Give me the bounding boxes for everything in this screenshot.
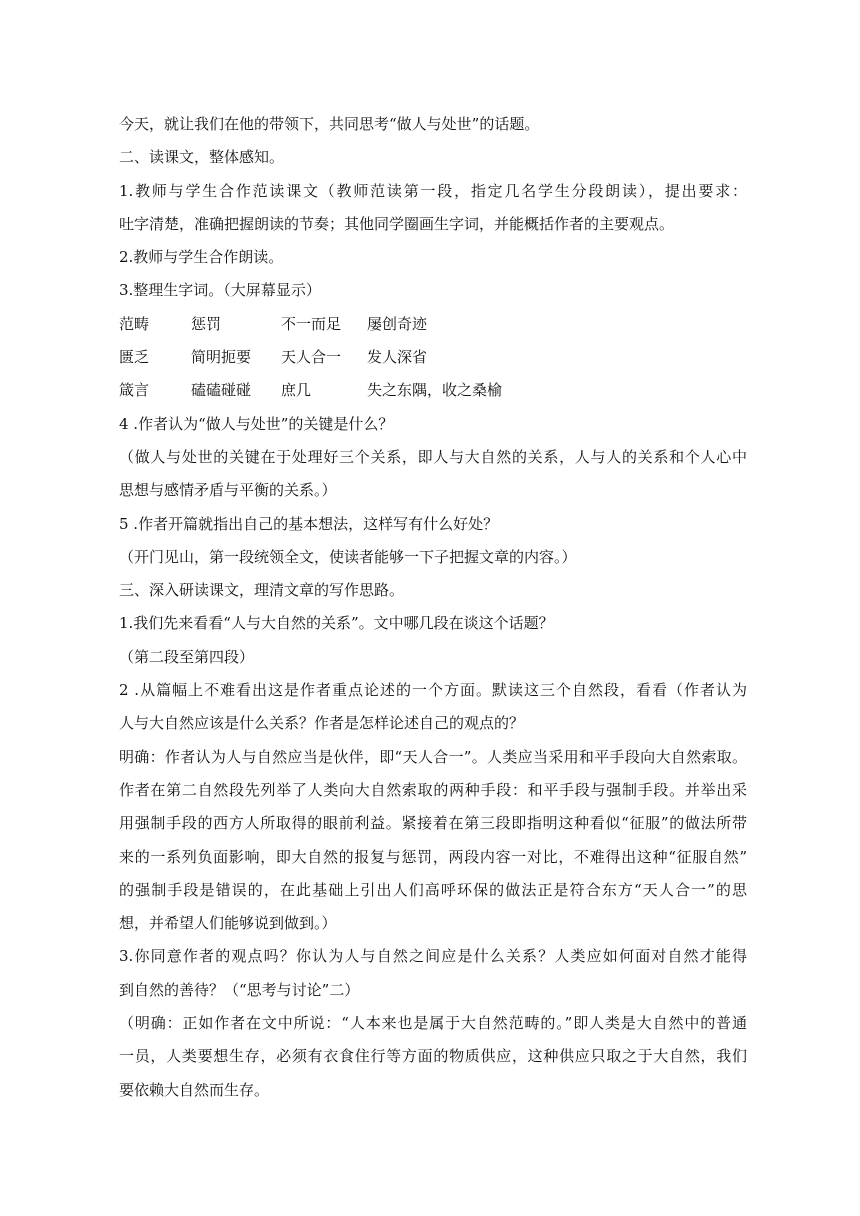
vocab-row bbox=[119, 374, 747, 407]
section-heading: 三、深入研读课文，理清文章的写作思路。 bbox=[119, 581, 405, 600]
vocab-word: 屡创奇迹 bbox=[367, 314, 428, 333]
paragraph-line: 吐字清楚，准确把握朗读的节奏；其他同学圈画生字词，并能概括作者的主要观点。 bbox=[119, 214, 675, 233]
vocab-word: 惩罚 bbox=[191, 314, 222, 333]
answer-line: 思想与感情矛盾与平衡的关系。） bbox=[119, 481, 337, 500]
vocab-row bbox=[119, 308, 747, 341]
answer-line: 的强制手段是错误的，在此基础上引出人们高呼环保的做法正是符合东方“天人合一”的思 bbox=[119, 880, 747, 899]
answer-line: 想，并希望人们能够说到做到。） bbox=[119, 914, 337, 933]
answer-line: （开门见山，第一段统领全文，使读者能够一下子把握文章的内容。） bbox=[119, 547, 577, 566]
vocab-word: 发人深省 bbox=[367, 348, 428, 367]
answer-line: （第二段至第四段） bbox=[119, 647, 255, 666]
paragraph-line: 今天，就让我们在他的带领下，共同思考“做人与处世”的话题。 bbox=[119, 115, 540, 133]
question-line: 人与大自然应该是什么关系？作者是怎样论述自己的观点的？ bbox=[119, 714, 525, 733]
vocab-word: 失之东隅，收之桑榆 bbox=[367, 381, 503, 400]
paragraph-line: 2.教师与学生合作朗读。 bbox=[119, 248, 284, 267]
question-line: 2 .从篇幅上不难看出这是作者重点论述的一个方面。默读这三个自然段，看看（作者认为 bbox=[119, 681, 747, 700]
vocab-word: 箴言 bbox=[119, 381, 150, 400]
vocab-word: 天人合一 bbox=[281, 348, 342, 367]
paragraph-line: 3.整理生字词。（大屏幕显示） bbox=[119, 281, 321, 300]
answer-line: 要依赖大自然而生存。 bbox=[119, 1080, 270, 1099]
vocab-word: 匮乏 bbox=[119, 348, 150, 367]
paragraph-line: 1.教师与学生合作范读课文（教师范读第一段，指定几名学生分段朗读），提出要求： bbox=[119, 181, 747, 200]
vocab-word: 不一而足 bbox=[281, 314, 342, 333]
question-line: 1.我们先来看看“人与大自然的关系”。文中哪几段在谈这个话题？ bbox=[119, 614, 554, 633]
vocab-row bbox=[119, 341, 747, 374]
answer-line: 来的一系列负面影响，即大自然的报复与惩罚，两段内容一对比，不难得出这种“征服自然” bbox=[119, 847, 747, 866]
question-line: 5 .作者开篇就指出自己的基本想法，这样写有什么好处？ bbox=[119, 514, 499, 533]
answer-line: 一员，人类要想生存，必须有衣食住行等方面的物质供应，这种供应只取之于大自然，我们 bbox=[119, 1047, 747, 1066]
answer-line: 作者在第二自然段先列举了人类向大自然索取的两种手段：和平手段与强制手段。并举出采 bbox=[119, 780, 747, 799]
question-line: 3.你同意作者的观点吗？你认为人与自然之间应是什么关系？人类应如何面对自然才能得 bbox=[119, 947, 747, 966]
vocab-word: 简明扼要 bbox=[191, 348, 252, 367]
answer-line: 用强制手段的西方人所取得的眼前利益。紧接着在第三段即指明这种看似“征服”的做法所带 bbox=[119, 814, 747, 833]
document-body bbox=[119, 108, 747, 1107]
answer-line: （做人与处世的关键在于处理好三个关系，即人与大自然的关系，人与人的关系和个人心中 bbox=[119, 447, 747, 466]
vocab-word: 磕磕碰碰 bbox=[191, 381, 252, 400]
section-heading: 二、读课文，整体感知。 bbox=[119, 148, 285, 167]
vocab-word: 范畴 bbox=[119, 314, 150, 333]
answer-line: （明确：正如作者在文中所说：“人本来也是属于大自然范畴的。”即人类是大自然中的普通 bbox=[119, 1014, 747, 1033]
question-line: 4 .作者认为“做人与处世”的关键是什么？ bbox=[119, 414, 394, 433]
answer-line: 明确：作者认为人与自然应当是伙伴，即“天人合一”。人类应当采用和平手段向大自然索取。 bbox=[119, 747, 747, 766]
vocab-word: 庶几 bbox=[281, 381, 312, 400]
question-line: 到自然的善待？（“思考与讨论”二） bbox=[119, 980, 360, 999]
